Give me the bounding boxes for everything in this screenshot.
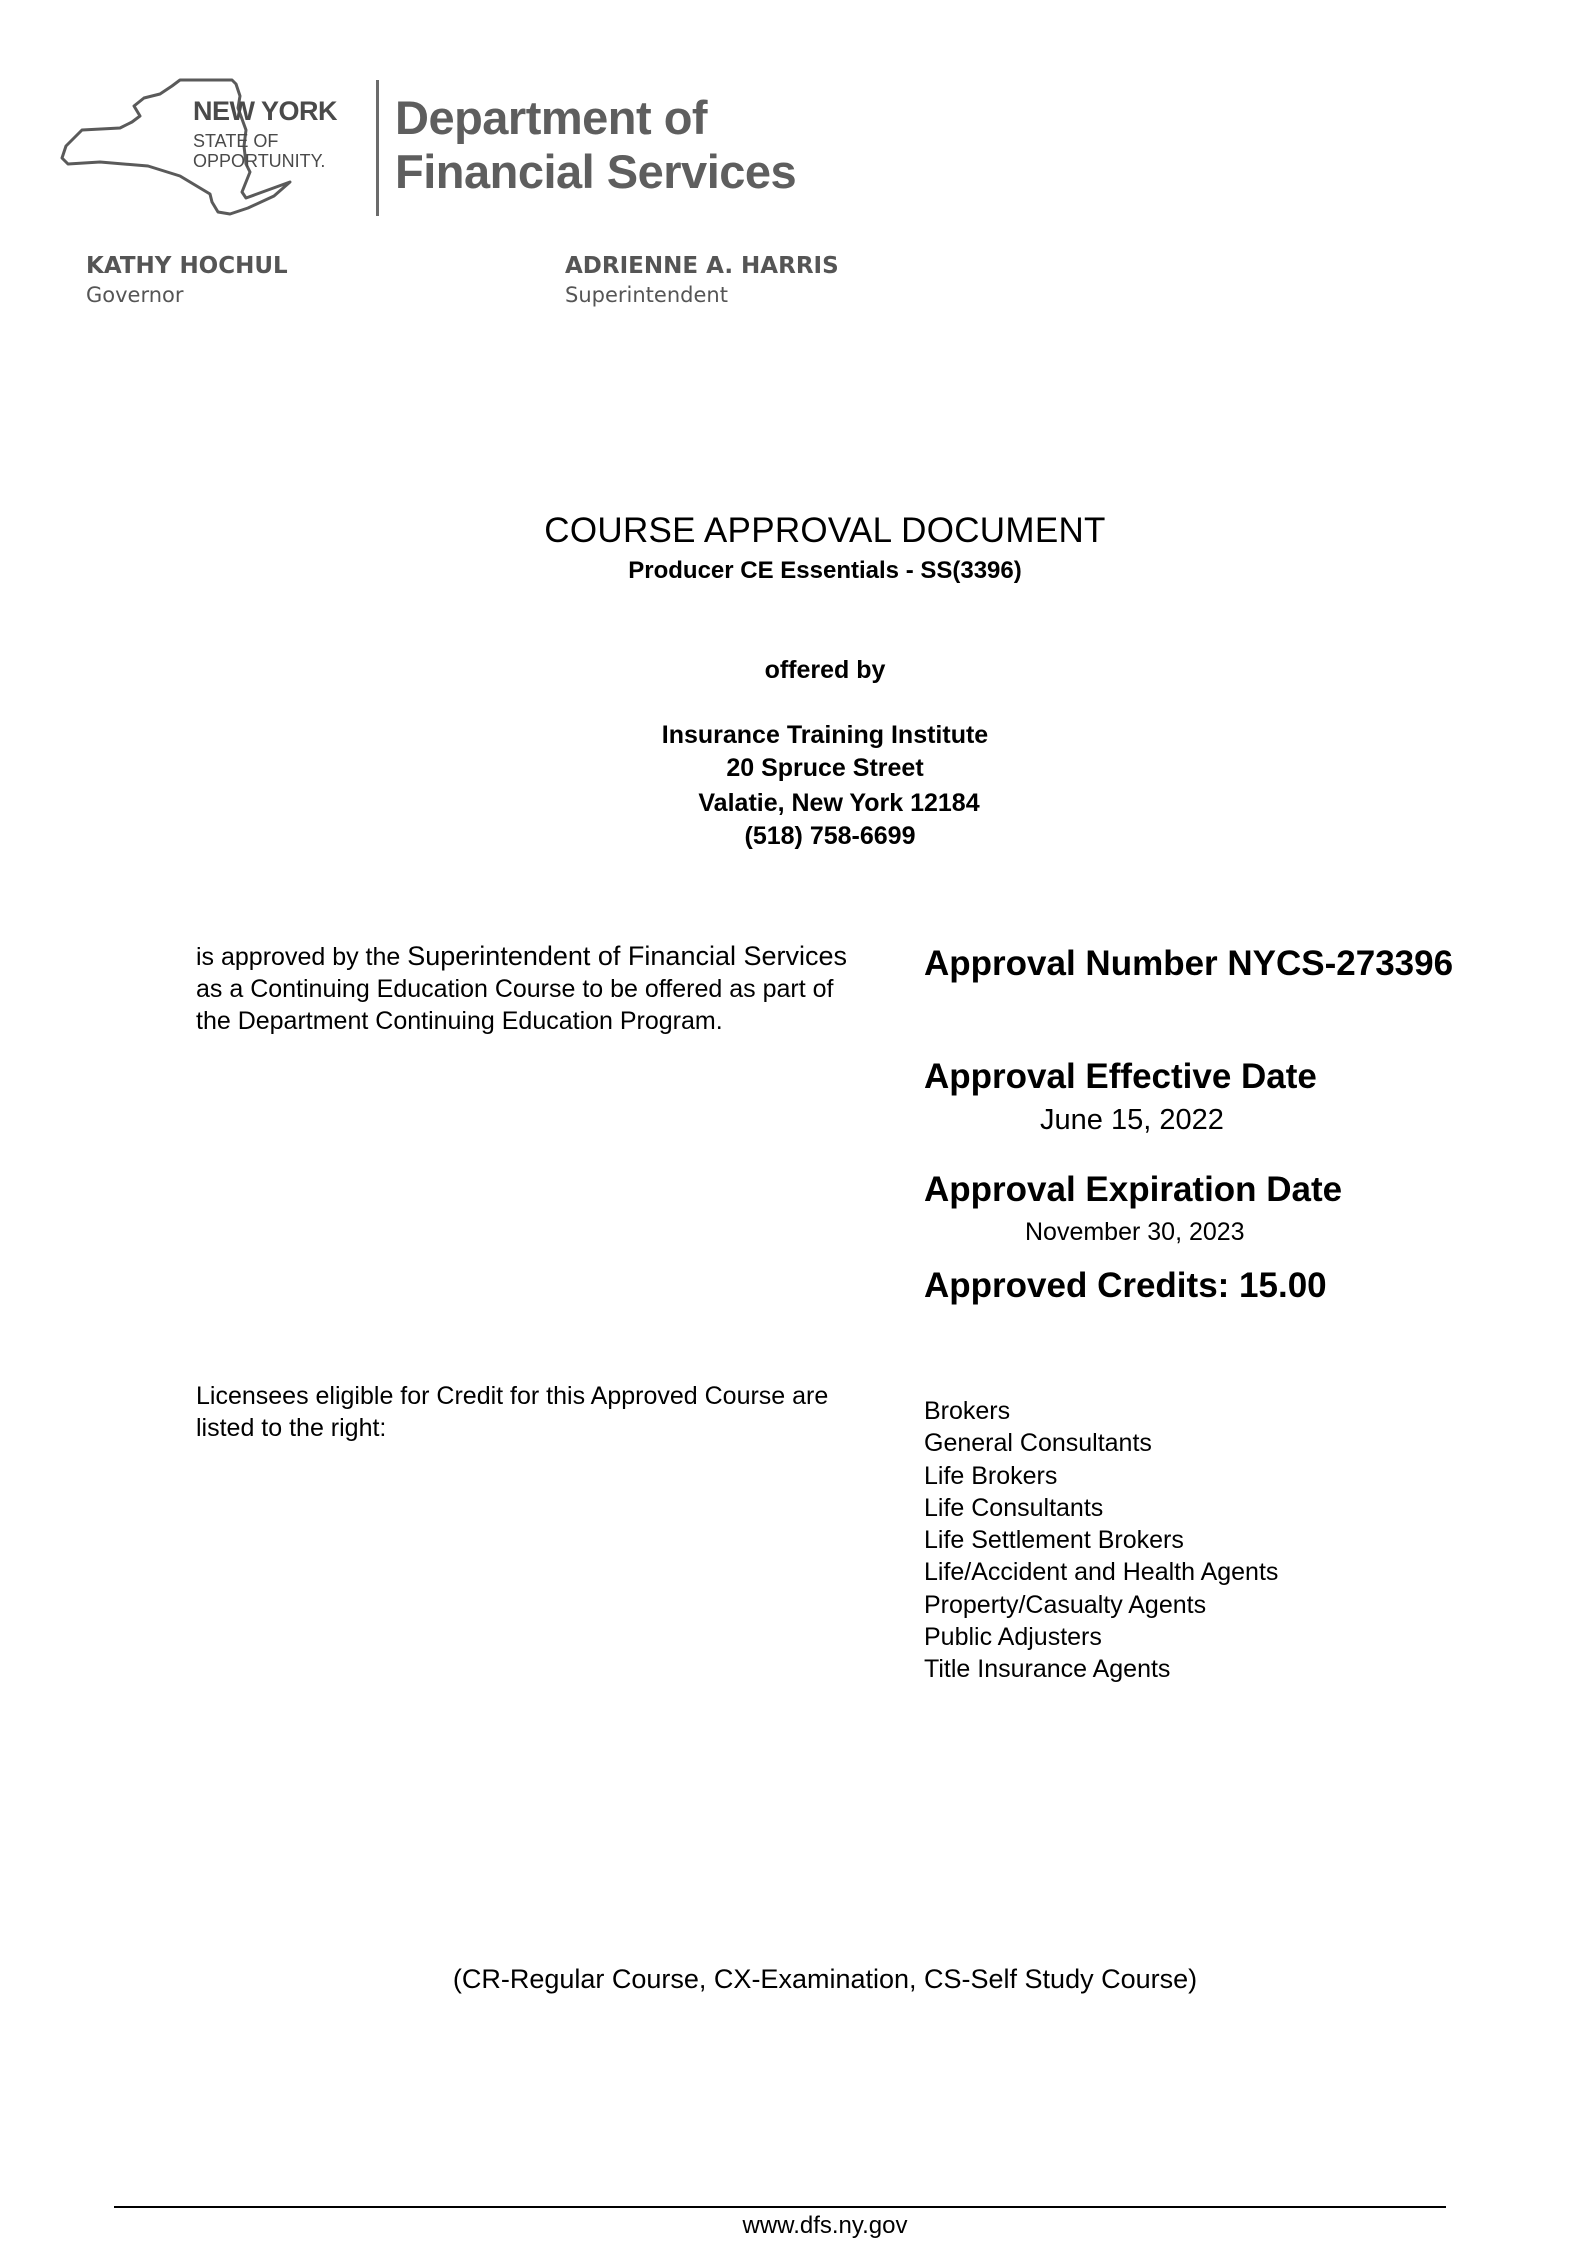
- new-york-wordmark: NEW YORK: [193, 96, 338, 126]
- statement-suffix: as a Continuing Education Course to be offered as part of the Department Continuing Education Program.: [196, 975, 834, 1035]
- list-item: Life/Accident and Health Agents: [924, 1558, 1279, 1587]
- expiration-date-label: Approval Expiration Date: [924, 1170, 1343, 1209]
- course-type-legend: (CR-Regular Course, CX-Examination, CS-Self Study Course): [452, 1964, 1198, 1994]
- list-item: Life Brokers: [924, 1461, 1058, 1490]
- eligibility-statement: Licensees eligible for Credit for this Approved Course are listed to the right:: [196, 1382, 829, 1442]
- footer-url: www.dfs.ny.gov: [742, 2212, 908, 2239]
- department-name-line2: Financial Services: [395, 145, 797, 198]
- list-item: Property/Casualty Agents: [924, 1590, 1207, 1619]
- approved-credits: Approved Credits: 15.00: [924, 1266, 1327, 1305]
- logo-divider: [376, 80, 379, 216]
- governor-title: Governor: [86, 283, 184, 307]
- governor-name: KATHY HOCHUL: [86, 253, 288, 279]
- approval-statement: [196, 940, 856, 1037]
- offered-by-label: offered by: [764, 656, 886, 684]
- list-item: General Consultants: [924, 1429, 1152, 1458]
- department-name-line1: Department of: [395, 91, 708, 144]
- licensee-list: [924, 1395, 1278, 1686]
- list-item: Life Settlement Brokers: [924, 1526, 1184, 1555]
- effective-date-label: Approval Effective Date: [924, 1057, 1317, 1096]
- state-tagline-line2: OPPORTUNITY.: [193, 151, 326, 171]
- document-title: COURSE APPROVAL DOCUMENT: [544, 511, 1106, 550]
- footer-divider: [114, 2206, 1446, 2208]
- list-item: Title Insurance Agents: [924, 1655, 1171, 1684]
- statement-authority: Superintendent of Financial Services: [407, 941, 848, 971]
- list-item: Public Adjusters: [924, 1623, 1102, 1652]
- provider-city: Valatie, New York 12184: [698, 789, 980, 817]
- course-name: Producer CE Essentials - SS(3396): [628, 557, 1022, 584]
- provider-name: Insurance Training Institute: [661, 721, 989, 749]
- expiration-date-value: November 30, 2023: [1025, 1218, 1245, 1246]
- statement-prefix: is approved by the: [196, 943, 408, 971]
- list-item: Life Consultants: [924, 1493, 1104, 1522]
- list-item: Brokers: [924, 1397, 1011, 1425]
- effective-date-value: June 15, 2022: [1040, 1104, 1224, 1136]
- state-tagline-line1: STATE OF: [193, 131, 279, 151]
- provider-phone: (518) 758-6699: [744, 822, 916, 850]
- superintendent-title: Superintendent: [565, 283, 728, 307]
- provider-street: 20 Spruce Street: [726, 754, 924, 782]
- superintendent-name: ADRIENNE A. HARRIS: [565, 253, 839, 279]
- approval-number: Approval Number NYCS-273396: [924, 944, 1454, 983]
